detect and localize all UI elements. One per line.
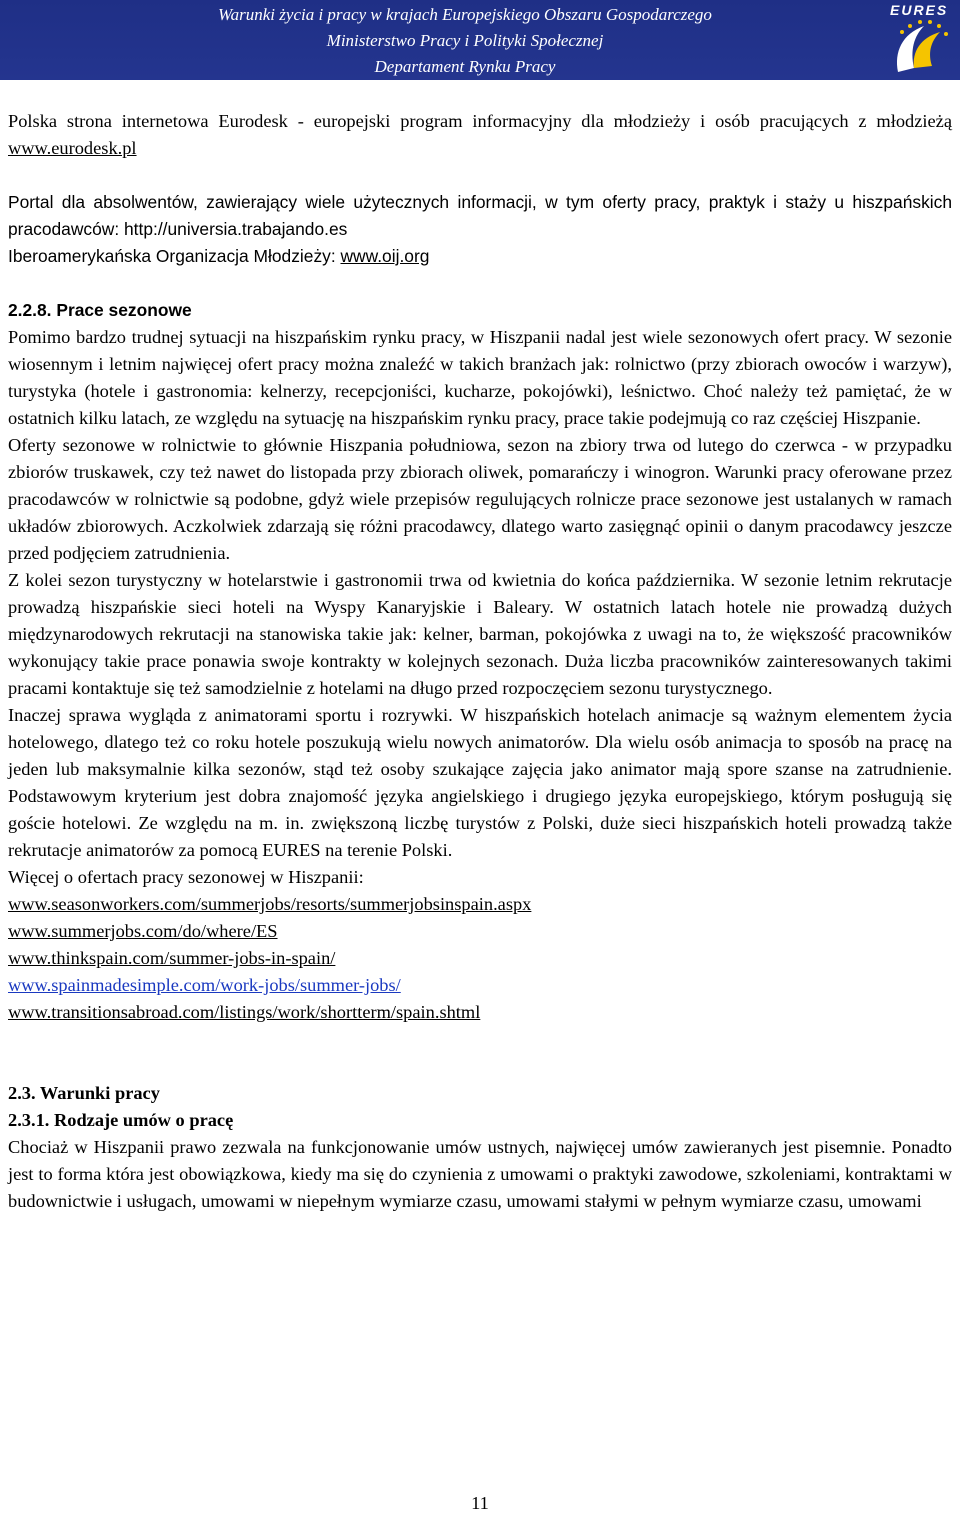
page-content [8, 108, 952, 1215]
page-number: 11 [471, 1493, 489, 1513]
seasonal-link-4[interactable]: www.spainmadesimple.com/work-jobs/summer-jobs/ [8, 975, 401, 995]
header-line-3: Departament Rynku Pracy [374, 57, 556, 76]
eures-logo [884, 2, 954, 78]
contracts-paragraph: Chociaż w Hiszpanii prawo zezwala na funkcjonowanie umów ustnych, najwięcej umów zawieranych jest pisemnie. Ponadto jest to forma która jest obowiązkowa, kiedy ma się do czynienia z umowami o praktyki zawodowe, szkoleniami, kontraktami w budownictwie i usługach, umowami w niepełnym wymiarze czasu, umowami stałymi w pełnym wymiarze czasu, umowami [8, 1137, 952, 1211]
seasonal-paragraph-3: Z kolei sezon turystyczny w hotelarstwie i gastronomii trwa od kwietnia do końca października. W sezonie letnim rekrutacje prowadzą hiszpańskie sieci hoteli na Wyspy Kanaryjskie i Baleary. W ostatnich latach hotele nie prowadzą dużych międzynarodowych rekrutacji na stanowiska takie jak: kelner, barman, pokojówka z uwagi na to, że większość pracowników wykonujący takie prace ponawia swoje kontrakty w kolejnych sezonach. Duża liczba pracowników zainteresowanych takimi pracami kontaktuje się też samodzielnie z hotelami na długo przed rozpoczęciem sezonu turystycznego. [8, 570, 952, 698]
eurodesk-paragraph [8, 108, 952, 162]
oij-link[interactable]: www.oij.org [340, 246, 430, 266]
oij-paragraph [8, 243, 952, 270]
seasonal-link-2[interactable]: www.summerjobs.com/do/where/ES [8, 921, 278, 941]
oij-text: Iberoamerykańska Organizacja Młodzieży: [8, 246, 341, 266]
seasonal-paragraph-4: Inaczej sprawa wygląda z animatorami sportu i rozrywki. W hiszpańskich hotelach animacje są ważnym elementem życia hotelowego, dlatego też co roku hotele poszukują wielu nowych animatorów. Dla wielu osób animacja to sposób na pracę na jeden lub maksymalnie kilka sezonów, stąd też osoby szukające zajęcia jako animator mają spore szanse na zatrudnienie. Podstawowym kryterium jest dobra znajomość języka angielskiego i drugiego języka europejskiego, którym posługują się goście hotelowi. Ze względu na m. in. zwiększoną liczbę turystów z Polski, duże sieci hiszpańskich hoteli prowadzą także rekrutacje animatorów za pomocą EURES na terenie Polski. [8, 705, 952, 860]
spacer [8, 270, 952, 297]
seasonal-link-1[interactable]: www.seasonworkers.com/summerjobs/resorts/summerjobsinspain.aspx [8, 894, 532, 914]
header-line-2: Ministerstwo Pracy i Polityki Społecznej [326, 31, 604, 50]
seasonal-link-3[interactable]: www.thinkspain.com/summer-jobs-in-spain/ [8, 948, 336, 968]
header-text [0, 0, 960, 80]
spacer [8, 1026, 952, 1053]
portal-paragraph: Portal dla absolwentów, zawierający wiele użytecznych informacji, w tym oferty pracy, praktyk i staży u hiszpańskich pracodawców: http://universia.trabajando.es [8, 192, 952, 239]
spacer [8, 1053, 952, 1080]
section-heading-2-2-8: 2.2.8. Prace sezonowe [8, 300, 192, 320]
eurodesk-link[interactable]: www.eurodesk.pl [8, 138, 137, 158]
page-header [0, 0, 960, 80]
eures-logo-text: EURES [890, 2, 949, 18]
seasonal-paragraph-2: Oferty sezonowe w rolnictwie to głównie Hiszpania południowa, sezon na zbiory trwa od lutego do czerwca - w przypadku zbiorów truskawek, czy też nawet do listopada przy zbiorach oliwek, pomarańczy i winogron. Warunki pracy oferowane przez pracodawców w rolnictwie są podobne, gdyż wiele przepisów regulujących rolnicze prace sezonowe jest ustalanych w ramach układów zbiorowych. Aczkolwiek zdarzają się różni pracodawcy, dlatego warto zasięgnąć opinii o danym pracodawcy jeszcze przed podjęciem zatrudnienia. [8, 435, 952, 563]
seasonal-link-5[interactable]: www.transitionsabroad.com/listings/work/shortterm/spain.shtml [8, 1002, 481, 1022]
eurodesk-text: Polska strona internetowa Eurodesk - europejski program informacyjny dla młodzieży i osób pracujących z młodzieżą [8, 111, 952, 131]
seasonal-paragraph-1: Pomimo bardzo trudnej sytuacji na hiszpańskim rynku pracy, w Hiszpanii nadal jest wiele sezonowych ofert pracy. W sezonie wiosennym i letnim najwięcej ofert pracy można znaleźć w takich branżach jak: rolnictwo (przy zbiorach owoców i warzyw), turystyka (hotele i gastronomia: kelnerzy, recepcjoniści, kucharze, pokojówki), leśnictwo. Choć należy też pamiętać, że w ostatnich kilku latach, ze względu na sytuację na hiszpańskim rynku pracy, prace takie podejmują co raz częściej Hiszpanie. [8, 327, 952, 428]
section-heading-2-3: 2.3. Warunki pracy [8, 1083, 160, 1103]
header-line-1: Warunki życia i pracy w krajach Europejskiego Obszaru Gospodarczego [218, 5, 712, 24]
spacer [8, 162, 952, 189]
more-offers-label: Więcej o ofertach pracy sezonowej w Hiszpanii: [8, 867, 364, 887]
section-heading-2-3-1: 2.3.1. Rodzaje umów o pracę [8, 1110, 234, 1130]
